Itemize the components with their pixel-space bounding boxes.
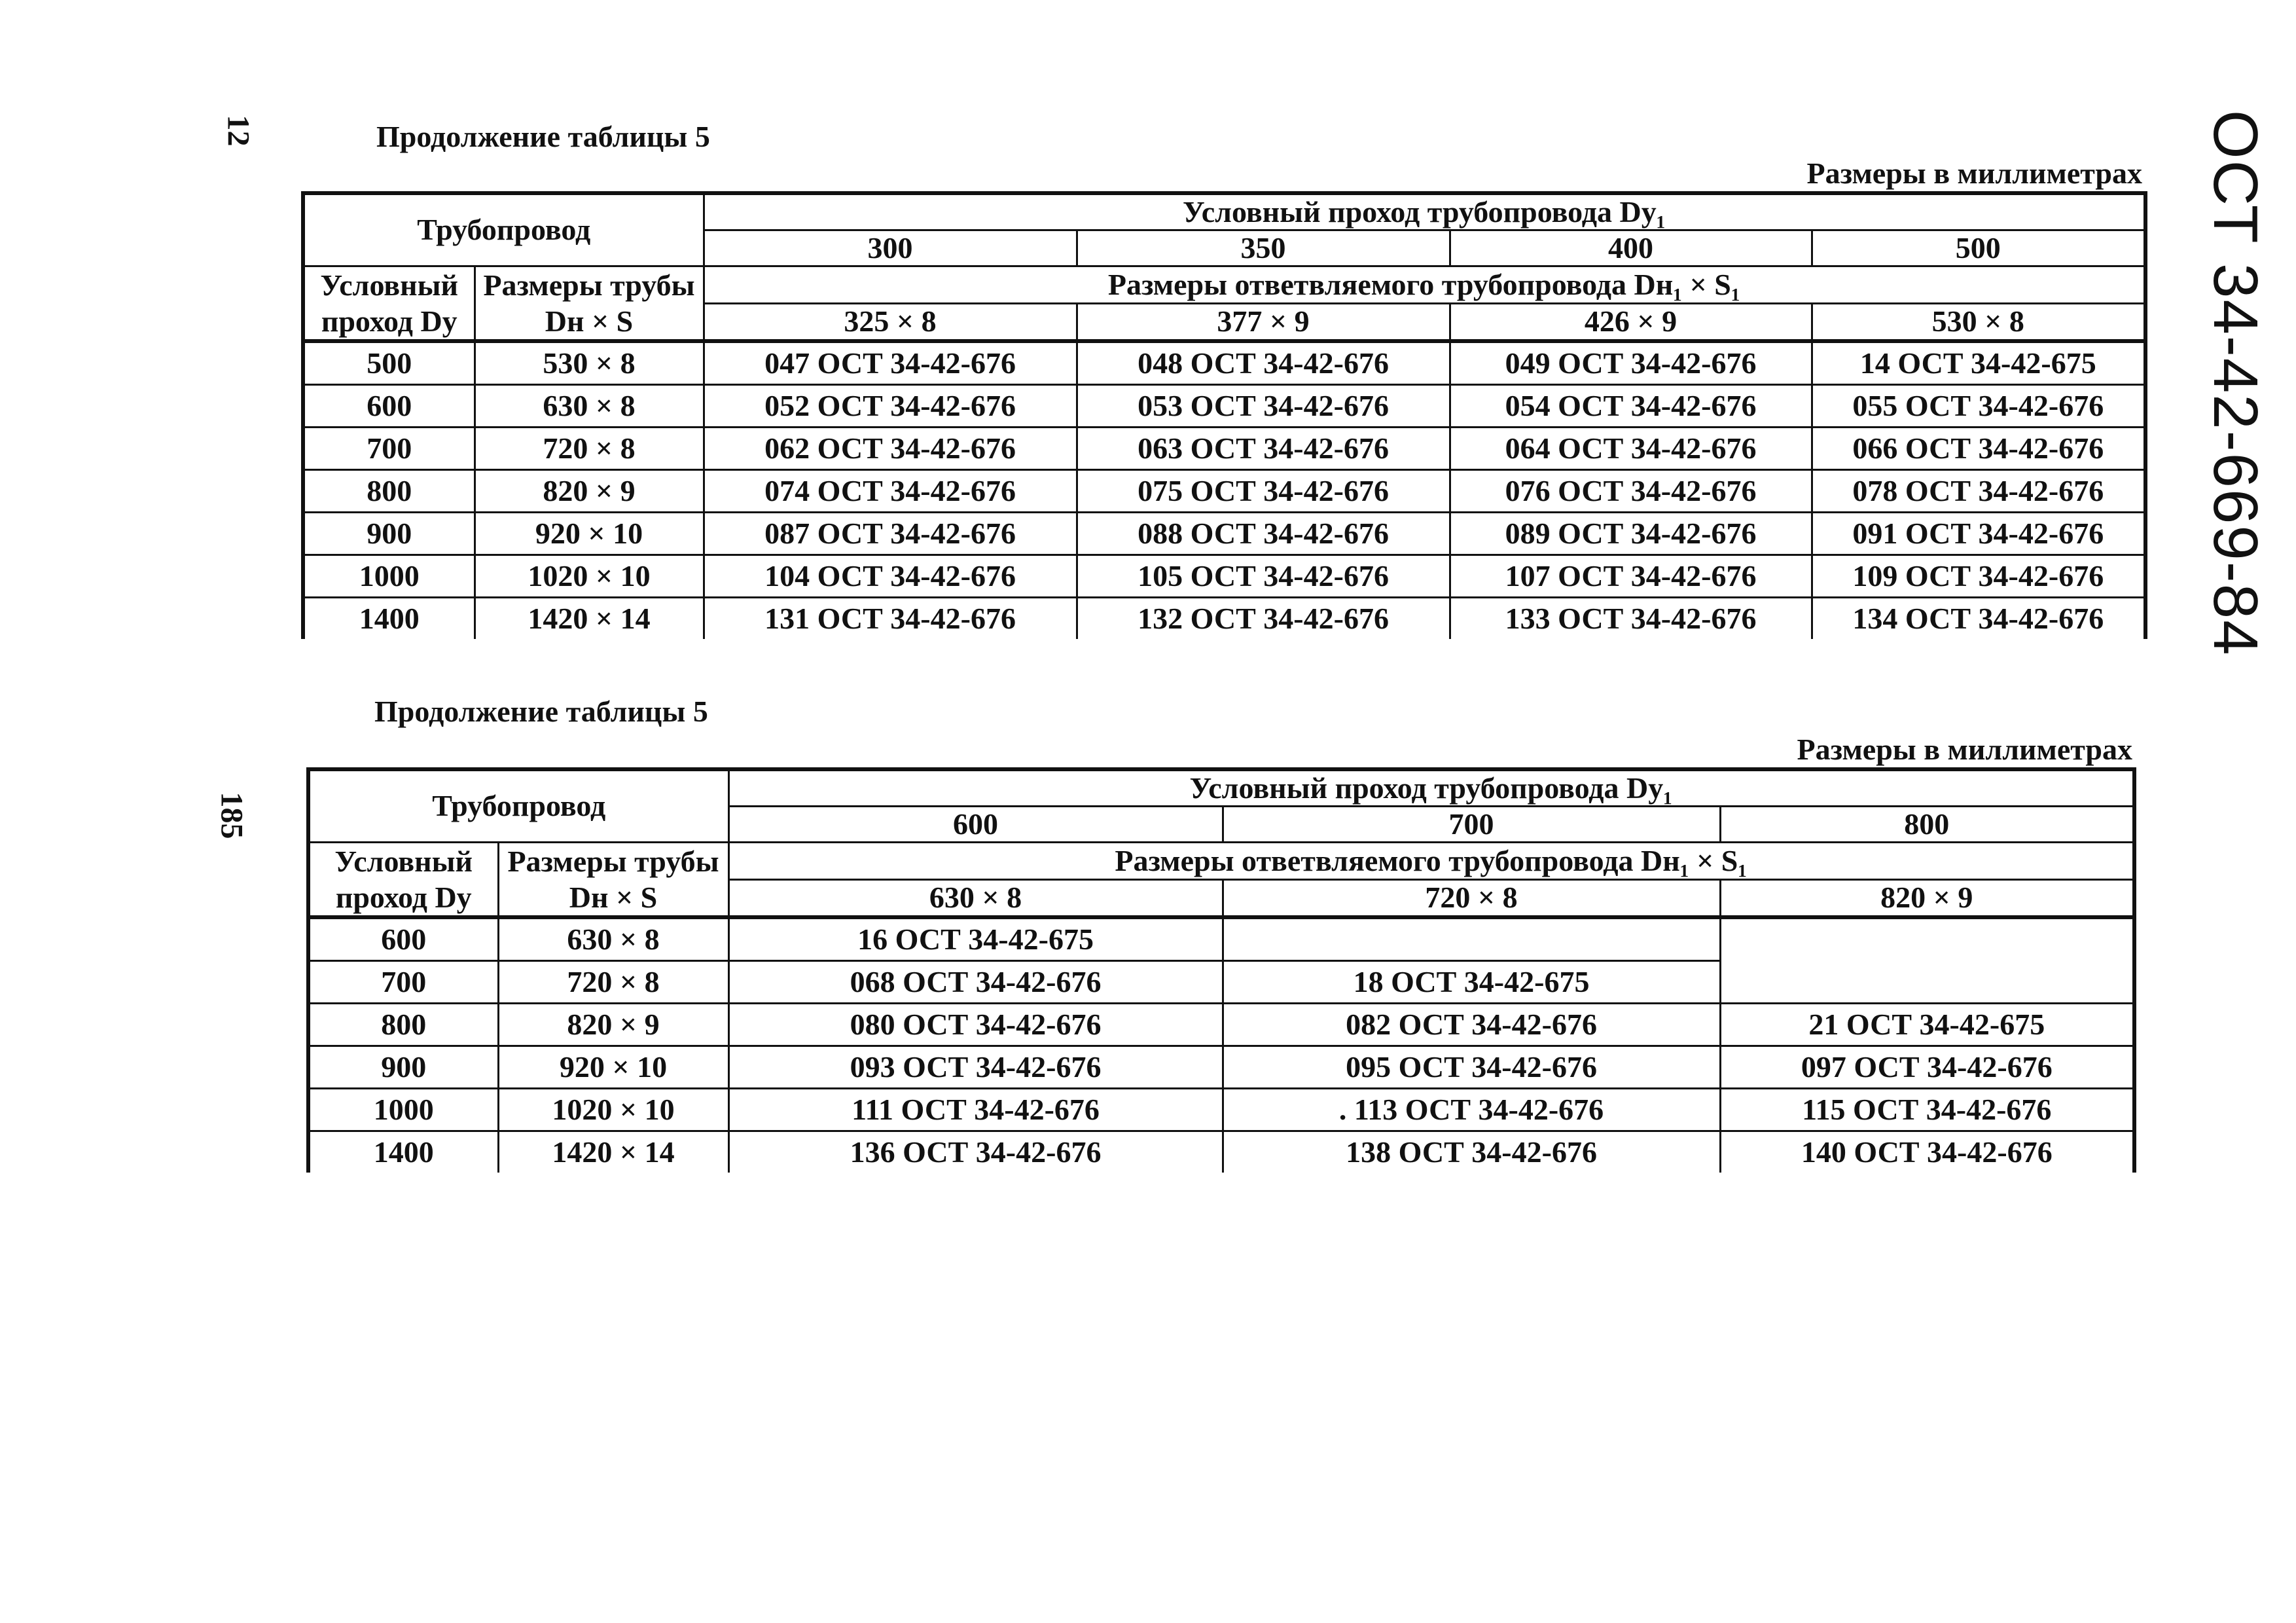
- code-cell: 16 ОСТ 34-42-675: [728, 917, 1223, 961]
- table1-units: Размеры в миллиметрах: [1806, 156, 2142, 190]
- size-cell: 530 × 8: [475, 341, 704, 385]
- table-row: [303, 470, 2145, 513]
- page-number-bottom: 185: [214, 792, 249, 839]
- code-cell: 074 ОСТ 34-42-676: [704, 470, 1077, 513]
- table2-header-pipeline: Трубопровод: [308, 769, 728, 843]
- code-cell: 105 ОСТ 34-42-676: [1077, 555, 1450, 598]
- table2: [306, 767, 2136, 1173]
- dy-cell: 1400: [303, 598, 475, 640]
- size-cell: 920 × 10: [498, 1046, 728, 1089]
- table2-branch-size-1: 720 × 8: [1223, 879, 1720, 917]
- table2-dy1-600: 600: [728, 807, 1223, 843]
- code-cell: 075 ОСТ 34-42-676: [1077, 470, 1450, 513]
- size-cell: 820 × 9: [475, 470, 704, 513]
- table-row: [303, 555, 2145, 598]
- table-row: [308, 1004, 2134, 1046]
- size-cell: 1420 × 14: [498, 1131, 728, 1173]
- code-cell: 064 ОСТ 34-42-676: [1450, 428, 1812, 470]
- code-cell: 052 ОСТ 34-42-676: [704, 385, 1077, 428]
- code-cell: 062 ОСТ 34-42-676: [704, 428, 1077, 470]
- code-cell: . 113 ОСТ 34-42-676: [1223, 1089, 1720, 1131]
- table1-header-size: Размеры трубы Dн × S: [475, 266, 704, 342]
- table1-dy1-300: 300: [704, 230, 1077, 266]
- code-cell: 097 ОСТ 34-42-676: [1720, 1046, 2134, 1089]
- dy-cell: 600: [308, 917, 498, 961]
- table2-header-dy: Условный проход Dy: [308, 843, 498, 918]
- dy-cell: 900: [303, 513, 475, 555]
- code-cell: 132 ОСТ 34-42-676: [1077, 598, 1450, 640]
- size-cell: 720 × 8: [498, 961, 728, 1004]
- size-cell: 1020 × 10: [498, 1089, 728, 1131]
- table2-units: Размеры в миллиметрах: [1797, 733, 2132, 766]
- table-row: [303, 341, 2145, 385]
- table2-dy1-800: 800: [1720, 807, 2134, 843]
- table-row: [303, 598, 2145, 640]
- size-cell: 920 × 10: [475, 513, 704, 555]
- table1-branch-size-1: 377 × 9: [1077, 303, 1450, 341]
- dy-cell: 1000: [303, 555, 475, 598]
- empty-cell: [1720, 917, 2134, 1004]
- table-row: [303, 428, 2145, 470]
- code-cell: 066 ОСТ 34-42-676: [1812, 428, 2145, 470]
- table1-header-pipeline: Трубопровод: [303, 193, 704, 266]
- code-cell: 076 ОСТ 34-42-676: [1450, 470, 1812, 513]
- table1-header-branch: Размеры ответвляемого трубопровода Dн₁ × S₁: [704, 266, 2145, 304]
- size-cell: 630 × 8: [475, 385, 704, 428]
- code-cell: 115 ОСТ 34-42-676: [1720, 1089, 2134, 1131]
- code-cell: 055 ОСТ 34-42-676: [1812, 385, 2145, 428]
- size-cell: 630 × 8: [498, 917, 728, 961]
- code-cell: 18 ОСТ 34-42-675: [1223, 961, 1720, 1004]
- code-cell: 048 ОСТ 34-42-676: [1077, 341, 1450, 385]
- code-cell: 049 ОСТ 34-42-676: [1450, 341, 1812, 385]
- code-cell: 091 ОСТ 34-42-676: [1812, 513, 2145, 555]
- dy-cell: 900: [308, 1046, 498, 1089]
- dy-cell: 700: [308, 961, 498, 1004]
- code-cell: 088 ОСТ 34-42-676: [1077, 513, 1450, 555]
- table1-dy1-350: 350: [1077, 230, 1450, 266]
- code-cell: 078 ОСТ 34-42-676: [1812, 470, 2145, 513]
- code-cell: 134 ОСТ 34-42-676: [1812, 598, 2145, 640]
- table-row: [308, 1046, 2134, 1089]
- table-row: [308, 1131, 2134, 1173]
- dy-cell: 1000: [308, 1089, 498, 1131]
- code-cell: 138 ОСТ 34-42-676: [1223, 1131, 1720, 1173]
- code-cell: 14 ОСТ 34-42-675: [1812, 341, 2145, 385]
- code-cell: 054 ОСТ 34-42-676: [1450, 385, 1812, 428]
- code-cell: 047 ОСТ 34-42-676: [704, 341, 1077, 385]
- code-cell: 107 ОСТ 34-42-676: [1450, 555, 1812, 598]
- table2-header-size: Размеры трубы Dн × S: [498, 843, 728, 918]
- dy-cell: 800: [303, 470, 475, 513]
- code-cell: 063 ОСТ 34-42-676: [1077, 428, 1450, 470]
- table1-header-dy1: Условный проход трубопровода Dy₁: [704, 193, 2145, 230]
- size-cell: 720 × 8: [475, 428, 704, 470]
- code-cell: [1223, 917, 1720, 961]
- table1-caption: Продолжение таблицы 5: [376, 120, 710, 153]
- dy-cell: 1400: [308, 1131, 498, 1173]
- table2-dy1-700: 700: [1223, 807, 1720, 843]
- table1: [301, 191, 2147, 639]
- table2-branch-size-2: 820 × 9: [1720, 879, 2134, 917]
- table2-caption: Продолжение таблицы 5: [374, 695, 708, 728]
- table1-branch-size-3: 530 × 8: [1812, 303, 2145, 341]
- table1-dy1-400: 400: [1450, 230, 1812, 266]
- table2-branch-size-0: 630 × 8: [728, 879, 1223, 917]
- table-row: [303, 385, 2145, 428]
- document-code: ОСТ 34-42-669-84: [2200, 110, 2270, 657]
- code-cell: 093 ОСТ 34-42-676: [728, 1046, 1223, 1089]
- code-cell: 111 ОСТ 34-42-676: [728, 1089, 1223, 1131]
- code-cell: 140 ОСТ 34-42-676: [1720, 1131, 2134, 1173]
- code-cell: 133 ОСТ 34-42-676: [1450, 598, 1812, 640]
- dy-cell: 800: [308, 1004, 498, 1046]
- code-cell: 109 ОСТ 34-42-676: [1812, 555, 2145, 598]
- code-cell: 131 ОСТ 34-42-676: [704, 598, 1077, 640]
- code-cell: 136 ОСТ 34-42-676: [728, 1131, 1223, 1173]
- code-cell: 21 ОСТ 34-42-675: [1720, 1004, 2134, 1046]
- table1-dy1-500: 500: [1812, 230, 2145, 266]
- dy-cell: 600: [303, 385, 475, 428]
- size-cell: 1020 × 10: [475, 555, 704, 598]
- table1-branch-size-2: 426 × 9: [1450, 303, 1812, 341]
- table-row: [308, 1089, 2134, 1131]
- code-cell: 089 ОСТ 34-42-676: [1450, 513, 1812, 555]
- table2-header-branch: Размеры ответвляемого трубопровода Dн₁ × S₁: [728, 843, 2134, 880]
- code-cell: 080 ОСТ 34-42-676: [728, 1004, 1223, 1046]
- table-row: [303, 513, 2145, 555]
- table1-branch-size-0: 325 × 8: [704, 303, 1077, 341]
- table1-header-dy: Условный проход Dy: [303, 266, 475, 342]
- code-cell: 053 ОСТ 34-42-676: [1077, 385, 1450, 428]
- dy-cell: 700: [303, 428, 475, 470]
- code-cell: 095 ОСТ 34-42-676: [1223, 1046, 1720, 1089]
- size-cell: 1420 × 14: [475, 598, 704, 640]
- code-cell: 087 ОСТ 34-42-676: [704, 513, 1077, 555]
- dy-cell: 500: [303, 341, 475, 385]
- table-row: [308, 917, 2134, 961]
- code-cell: 104 ОСТ 34-42-676: [704, 555, 1077, 598]
- page-number-top: 12: [221, 115, 256, 147]
- size-cell: 820 × 9: [498, 1004, 728, 1046]
- code-cell: 068 ОСТ 34-42-676: [728, 961, 1223, 1004]
- table2-header-dy1: Условный проход трубопровода Dy₁: [728, 769, 2134, 807]
- code-cell: 082 ОСТ 34-42-676: [1223, 1004, 1720, 1046]
